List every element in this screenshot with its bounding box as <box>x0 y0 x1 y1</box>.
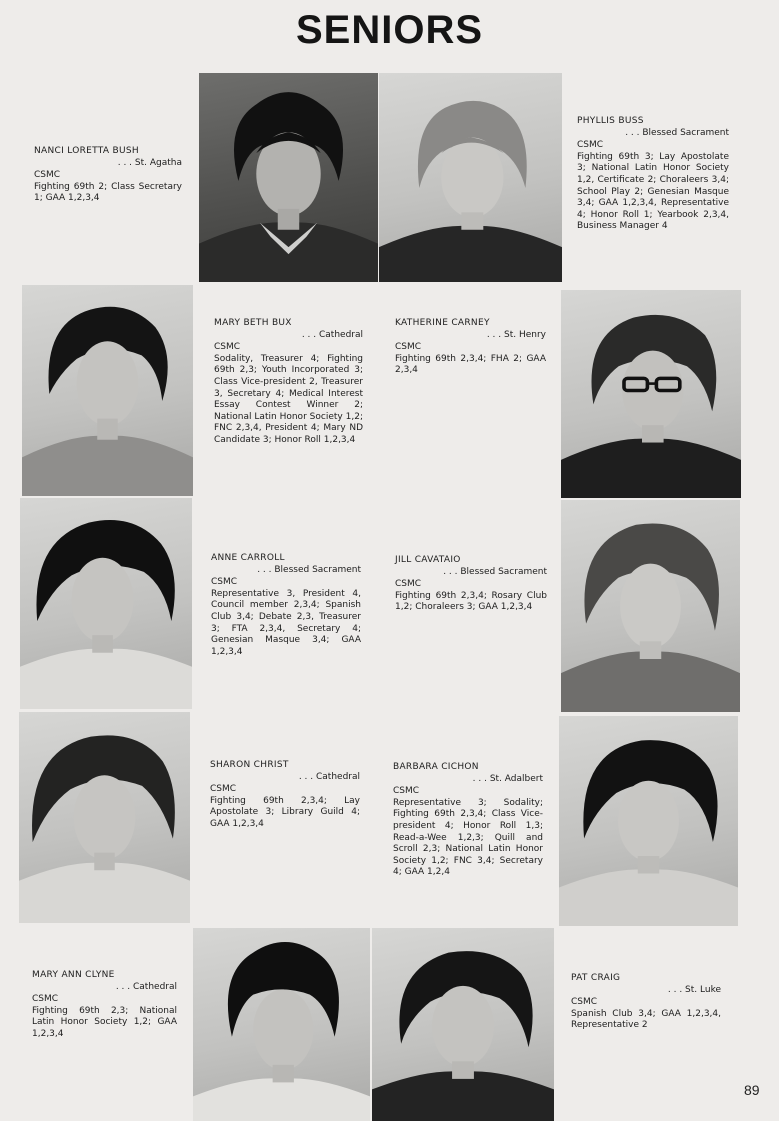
portrait-anne-carroll <box>20 498 192 709</box>
senior-name: NANCI LORETTA BUSH <box>34 146 139 156</box>
senior-parish: . . . Blessed Sacrament <box>443 566 547 577</box>
senior-parish: . . . Cathedral <box>301 329 363 340</box>
bio-pat-craig <box>571 973 721 1032</box>
bio-phyllis-buss <box>577 116 729 233</box>
portrait-mary-beth-bux <box>22 285 193 496</box>
senior-name: SHARON CHRIST <box>210 760 289 770</box>
senior-school: CSMC <box>32 994 59 1005</box>
senior-parish: . . . Blessed Sacrament <box>625 127 729 138</box>
senior-school: CSMC <box>395 342 422 353</box>
senior-activities: Fighting 69th 2; Class Secretary 1; GAA 1,2,3,4 <box>34 181 182 204</box>
bio-anne-carroll <box>211 553 361 658</box>
senior-name: PHYLLIS BUSS <box>577 116 644 126</box>
portrait-mary-ann-clyne <box>193 928 370 1121</box>
portrait-katherine-carney <box>561 290 741 498</box>
senior-activities: Fighting 69th 2,3; National Latin Honor Society 1,2; GAA 1,2,3,4 <box>32 1005 177 1039</box>
senior-name: MARY ANN CLYNE <box>32 970 115 980</box>
portrait-barbara-cichon <box>559 716 738 926</box>
senior-parish: . . . St. Agatha <box>117 157 182 168</box>
senior-name: PAT CRAIG <box>571 973 621 983</box>
senior-school: CSMC <box>395 579 422 590</box>
senior-parish: . . . Cathedral <box>115 981 177 992</box>
senior-activities: Fighting 69th 3; Lay Apostolate 3; National Latin Honor Society 1,2, Certificate 2; Choraleers 3,4; School Play 2; Genesian Masque 3,4; GAA 1,2,3,4, Representative 4; Honor Roll 1; Yearbook 2,3,4, Business Manager 4 <box>577 151 729 232</box>
senior-school: CSMC <box>393 786 420 797</box>
senior-activities: Fighting 69th 2,3,4; FHA 2; GAA 2,3,4 <box>395 353 546 376</box>
senior-name: KATHERINE CARNEY <box>395 318 490 328</box>
senior-name: BARBARA CICHON <box>393 762 479 772</box>
bio-sharon-christ <box>210 760 360 831</box>
portrait-sharon-christ <box>19 712 190 923</box>
senior-school: CSMC <box>577 140 604 151</box>
bio-mary-ann-clyne <box>32 970 177 1041</box>
senior-activities: Sodality, Treasurer 4; Fighting 69th 2,3; Youth Incorporated 3; Class Vice-president 2, Treasurer 3, Secretary 4; Medical Interest Essay Contest Winner 2; National Latin Honor Society 1,2; FNC 2,3,4, President 4; Mary ND Candidate 3; Honor Roll 1,2,3,4 <box>214 353 363 445</box>
senior-parish: . . . St. Luke <box>667 984 721 995</box>
senior-activities: Spanish Club 3,4; GAA 1,2,3,4, Representative 2 <box>571 1008 721 1031</box>
bio-mary-beth-bux <box>214 318 363 447</box>
portrait-jill-cavataio <box>561 500 740 712</box>
senior-school: CSMC <box>210 784 237 795</box>
bio-jill-cavataio <box>395 555 547 614</box>
portrait-pat-craig <box>372 928 554 1121</box>
bio-katherine-carney <box>395 318 546 377</box>
page-number: 89 <box>744 1082 760 1098</box>
senior-name: JILL CAVATAIO <box>395 555 461 565</box>
senior-activities: Fighting 69th 2,3,4; Lay Apostolate 3; Library Guild 4; GAA 1,2,3,4 <box>210 795 360 829</box>
portrait-phyllis-buss <box>379 73 562 282</box>
senior-activities: Representative 3; Sodality; Fighting 69th 2,3,4; Class Vice-president 4; Honor Roll 1,3; Read-a-Wee 1,2,3; Quill and Scroll 2,3; National Latin Honor Society 1,2; FNC 3,4; Secretary 4; GAA 1,2,4 <box>393 797 543 878</box>
senior-school: CSMC <box>211 577 238 588</box>
bio-nanci-bush <box>34 146 182 205</box>
bio-barbara-cichon <box>393 762 543 879</box>
senior-school: CSMC <box>571 997 598 1008</box>
senior-parish: . . . Cathedral <box>298 771 360 782</box>
senior-name: ANNE CARROLL <box>211 553 285 563</box>
page-title: SENIORS <box>295 8 484 52</box>
senior-parish: . . . St. Henry <box>486 329 546 340</box>
senior-school: CSMC <box>34 170 61 181</box>
portrait-nanci-bush <box>199 73 378 282</box>
senior-activities: Representative 3, President 4, Council member 2,3,4; Spanish Club 3,4; Debate 2,3, Treasurer 3; FTA 2,3,4, Secretary 4; Genesian Masque 3,4; GAA 1,2,3,4 <box>211 588 361 657</box>
senior-parish: . . . St. Adalbert <box>472 773 543 784</box>
senior-name: MARY BETH BUX <box>214 318 292 328</box>
senior-activities: Fighting 69th 2,3,4; Rosary Club 1,2; Choraleers 3; GAA 1,2,3,4 <box>395 590 547 613</box>
senior-parish: . . . Blessed Sacrament <box>257 564 361 575</box>
senior-school: CSMC <box>214 342 241 353</box>
